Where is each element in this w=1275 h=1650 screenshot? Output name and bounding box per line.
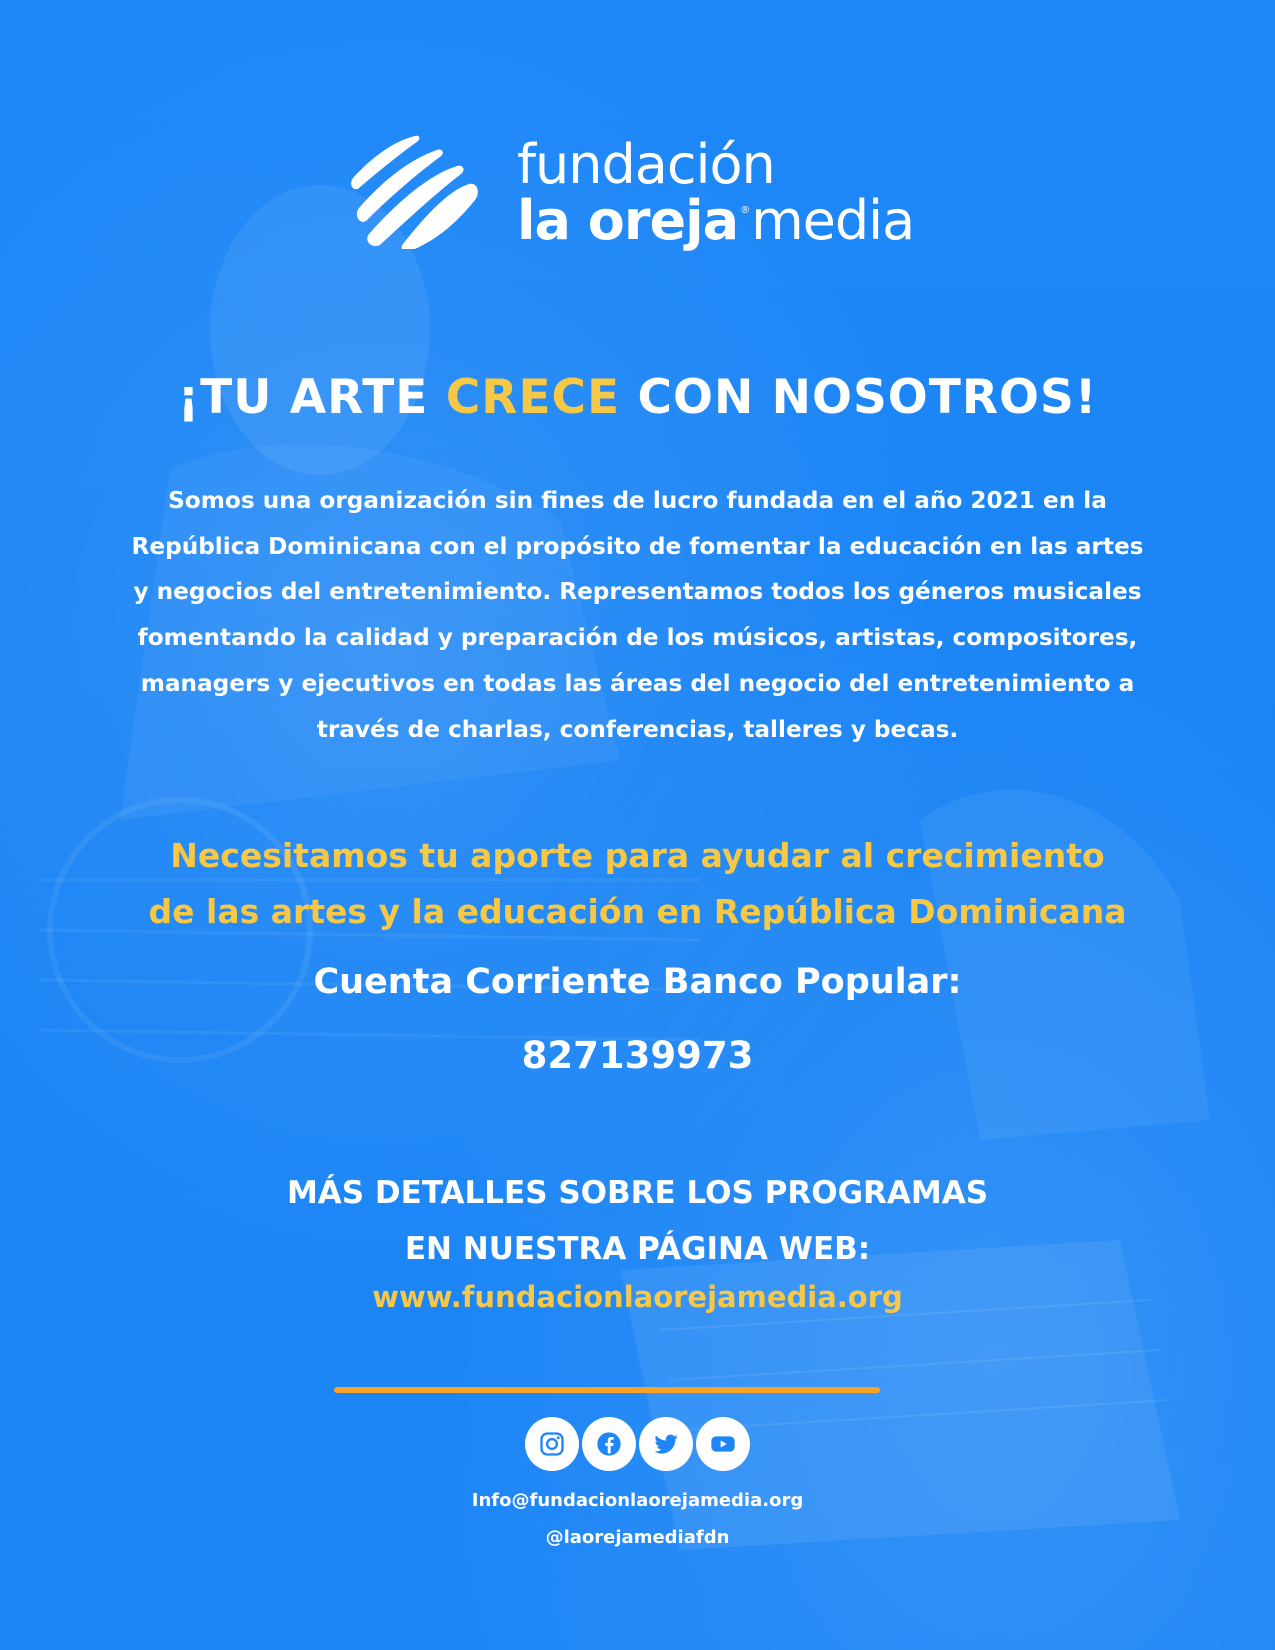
facebook-icon: [595, 1430, 623, 1458]
twitter-button[interactable]: [639, 1417, 693, 1471]
foundation-logo: [345, 130, 935, 270]
logo-line-fundacion: fundación: [517, 133, 775, 196]
mission-paragraph: Somos una organización sin fines de lucro fundada en el año 2021 en la República Dominicana con el propósito de fomentar la educación en las artes y negocios del entretenimiento. Representamos todos los géneros musicales fomentando la calidad y preparación de los músicos, artistas, compositores, managers y ejecutivos en todas las áreas del negocio del entretenimiento a través de charlas, conferencias, talleres y becas.: [131, 487, 1144, 743]
logo-wordmark: [517, 133, 915, 252]
details-line-2: EN NUESTRA PÁGINA WEB:: [404, 1231, 871, 1267]
logo-brush-icon: [345, 134, 480, 249]
logo-line-la-oreja-media: [517, 189, 915, 252]
social-handle[interactable]: @laorejamediafdn: [545, 1527, 730, 1548]
facebook-button[interactable]: [582, 1417, 636, 1471]
instagram-button[interactable]: [525, 1417, 579, 1471]
bank-account-label: Cuenta Corriente Banco Popular:: [313, 962, 962, 1002]
logo-la-oreja: la oreja: [517, 189, 739, 252]
support-line-1: Necesitamos tu aporte para ayudar al crecimiento: [170, 836, 1105, 875]
contact-email[interactable]: Info@fundacionlaorejamedia.org: [471, 1490, 804, 1511]
details-heading: [0, 1165, 1275, 1277]
twitter-icon: [652, 1430, 680, 1458]
youtube-icon: [709, 1430, 737, 1458]
headline: [0, 370, 1275, 425]
headline-part2: CON NOSOTROS!: [620, 370, 1098, 425]
logo-media: media: [751, 189, 915, 252]
bank-account-number: 827139973: [521, 1034, 754, 1077]
support-message: [80, 828, 1195, 940]
website-link[interactable]: www.fundacionlaorejamedia.org: [372, 1280, 903, 1314]
instagram-icon: [538, 1430, 566, 1458]
details-line-1: MÁS DETALLES SOBRE LOS PROGRAMAS: [286, 1175, 989, 1211]
social-links: [0, 1417, 1275, 1471]
registered-mark: ®: [740, 205, 750, 216]
headline-part1: ¡TU ARTE: [177, 370, 446, 425]
headline-accent: CRECE: [445, 370, 621, 425]
support-line-2: de las artes y la educación en República Dominicana: [148, 892, 1127, 931]
divider: [334, 1387, 880, 1393]
youtube-button[interactable]: [696, 1417, 750, 1471]
